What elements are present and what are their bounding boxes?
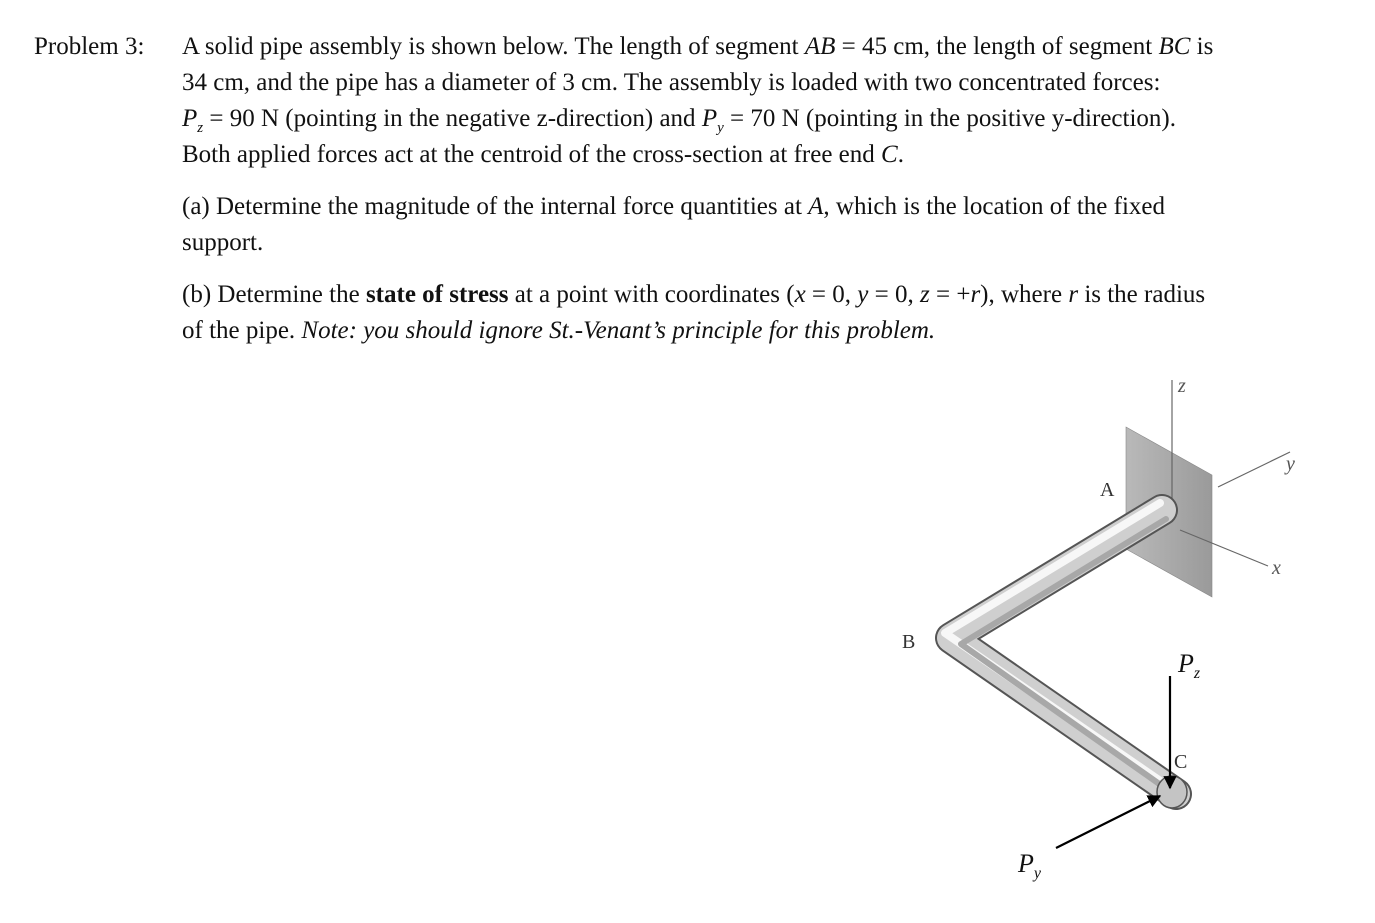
end-cap-c [1157, 776, 1187, 808]
radius-symbol: r [970, 281, 981, 308]
coord-y: y [857, 281, 869, 308]
point-b-label: B [902, 631, 916, 653]
part-b [182, 277, 1342, 349]
force-pz-subscript: z [197, 120, 204, 136]
force-pz-symbol: P [182, 105, 198, 132]
part-a-text: (a) Determine the magnitude of the internal force quantities at [182, 193, 809, 220]
point-c-ref: C [881, 141, 898, 168]
statement-text: 34 cm, and the pipe has a diameter of 3 cm. The assembly is loaded with two concentrated forces: [182, 69, 1161, 96]
part-b-text: is the radius [1078, 281, 1206, 308]
force-py-subscript: y [717, 120, 724, 136]
part-b-text: ), where [980, 281, 1069, 308]
axis-y-label: y [1286, 453, 1295, 475]
state-of-stress-bold: state of stress [365, 281, 509, 308]
segment-bc: BC [1158, 33, 1191, 60]
part-a-text: support. [182, 229, 264, 256]
part-a-text: , which is the location of the fixed [823, 193, 1165, 220]
coord-z: z [920, 281, 930, 308]
problem-content [182, 29, 1342, 349]
statement-text: = 70 N (pointing in the positive y-direction). [723, 105, 1176, 132]
axis-z-label: z [1178, 375, 1186, 397]
statement-text: A solid pipe assembly is shown below. The length of segment [182, 33, 805, 60]
part-b-text: = + [929, 281, 971, 308]
pipe-assembly-figure [860, 360, 1320, 920]
note-text: Note: you should ignore St.-Venant’s principle for this problem. [301, 317, 936, 344]
part-b-text: = 0, [868, 281, 920, 308]
force-py-symbol: P [701, 105, 718, 132]
statement-text: is [1190, 33, 1214, 60]
statement-text: = 90 N (pointing in the negative z-direction) and [203, 105, 702, 132]
statement-text: = 45 cm, the length of segment [835, 33, 1159, 60]
coord-x: x [794, 281, 806, 308]
part-b-text: = 0, [805, 281, 858, 308]
part-a [182, 189, 1342, 261]
radius-symbol: r [1068, 281, 1079, 308]
segment-ab: AB [804, 33, 836, 60]
statement-text: . [897, 141, 904, 168]
force-py-label: $P_y$ [1018, 849, 1041, 882]
point-a-label: A [1100, 479, 1115, 501]
force-py-arrow [1056, 796, 1160, 848]
problem-statement [182, 29, 1342, 173]
statement-text: Both applied forces act at the centroid of the cross-section at free end [182, 141, 882, 168]
problem-label: Problem 3: [34, 33, 145, 60]
part-b-text: (b) Determine the [182, 281, 366, 308]
point-c-label: C [1174, 751, 1188, 773]
force-pz-label: $P_z$ [1178, 649, 1201, 682]
point-a-ref: A [808, 193, 824, 220]
part-b-text: of the pipe. [182, 317, 302, 344]
axis-x-label: x [1272, 557, 1281, 579]
part-b-text: at a point with coordinates ( [508, 281, 795, 308]
y-axis [1218, 452, 1290, 487]
